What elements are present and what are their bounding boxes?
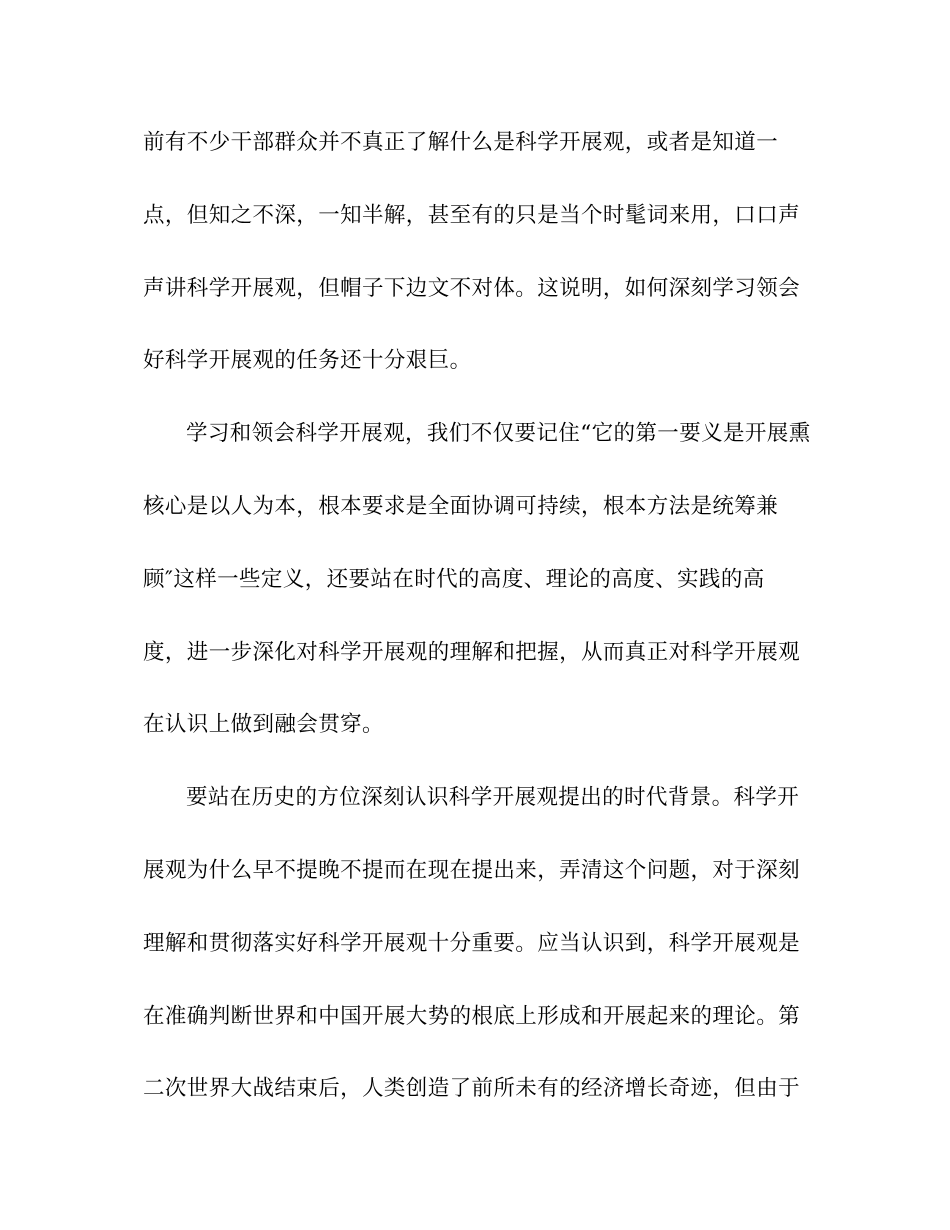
text-line: 展观为什么早不提晚不提而在现在提出来，弄清这个问题，对于深刻 [143, 858, 801, 883]
text-line: 声讲科学开展观，但帽子下边文不对体。这说明，如何深刻学习领会 [143, 276, 801, 301]
text-line: 度，进一步深化对科学开展观的理解和把握，从而真正对科学开展观 [143, 640, 801, 665]
text-line: 好科学开展观的任务还十分艰巨。 [143, 348, 472, 373]
text-line: 二次世界大战结束后，人类创造了前所未有的经济增长奇迹，但由于 [143, 1076, 801, 1101]
text-line: 核心是以人为本，根本要求是全面协调可持续，根本方法是统筹兼 [143, 494, 779, 519]
paragraph-first-line: 学习和领会科学开展观，我们不仅要记住“它的第一要义是开展熏 [186, 421, 811, 446]
paragraph-first-line: 要站在历史的方位深刻认识科学开展观提出的时代背景。科学开 [186, 785, 800, 810]
text-line: 前有不少干部群众并不真正了解什么是科学开展观，或者是知道一 [143, 130, 779, 155]
text-line: 顾″这样一些定义，还要站在时代的高度、理论的高度、实践的高 [143, 567, 765, 592]
text-line: 理解和贯彻落实好科学开展观十分重要。应当认识到，科学开展观是 [143, 931, 801, 956]
text-line: 点，但知之不深，一知半解，甚至有的只是当个时髦词来用，口口声 [143, 203, 801, 228]
text-line: 在准确判断世界和中国开展大势的根底上形成和开展起来的理论。第 [143, 1004, 801, 1029]
text-line: 在认识上做到融会贯穿。 [143, 712, 384, 737]
